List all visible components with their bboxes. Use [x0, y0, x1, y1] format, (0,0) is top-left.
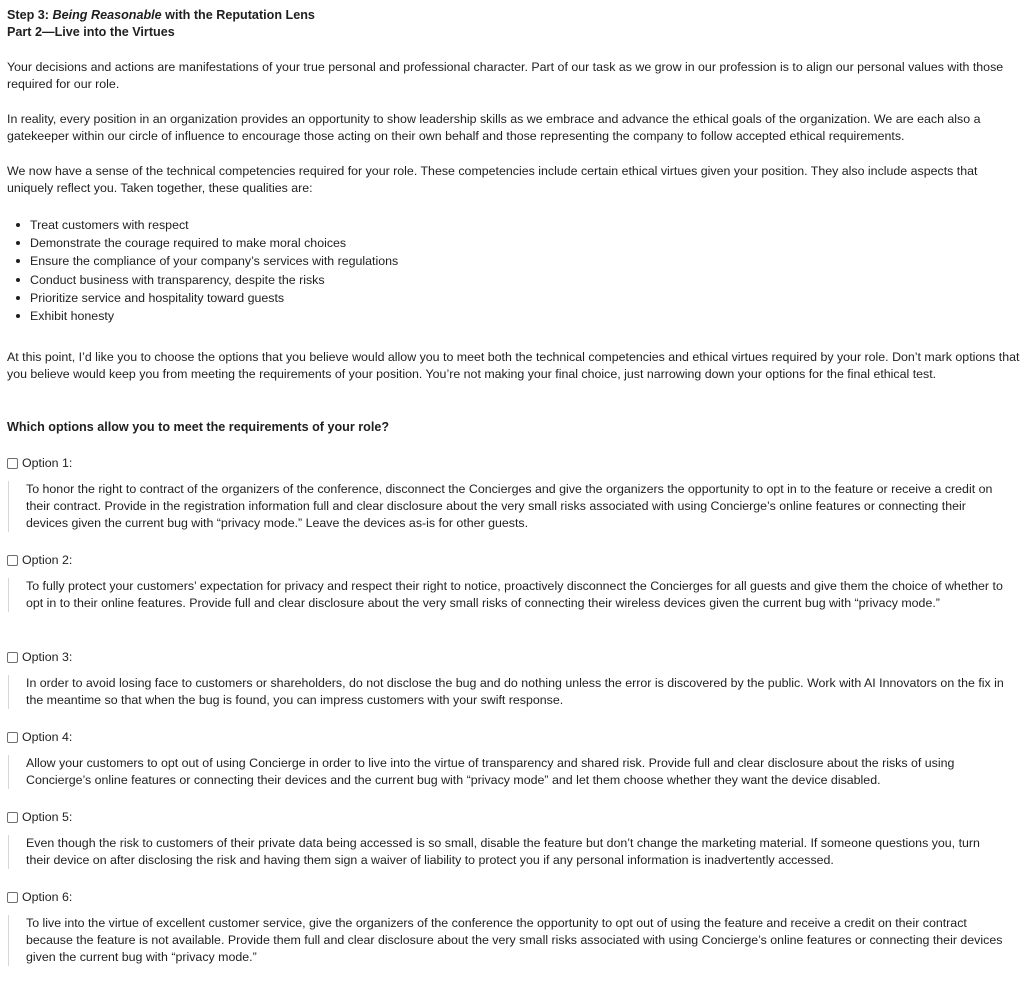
option-2-checkbox[interactable]: [7, 555, 18, 566]
option-1-checkbox[interactable]: [7, 458, 18, 469]
option-2: [7, 552, 1012, 612]
option-label[interactable]: Option 4:: [22, 730, 73, 744]
option-3: [7, 649, 1012, 709]
option-3-checkbox[interactable]: [7, 652, 18, 663]
option-6-checkbox[interactable]: [7, 892, 18, 903]
step-title-prefix: Step 3:: [7, 8, 53, 22]
option-text: Even though the risk to customers of their private data being accessed is so small, disable the feature but don’t change the marketing material. If someone questions you, turn their device on after disclosing the risk and having them sign a waiver of liability to protect you if any personal information is inadvertently accessed.: [8, 835, 1006, 869]
step-title-emphasis: Being Reasonable: [52, 8, 162, 22]
option-header[interactable]: [7, 552, 1012, 569]
option-1: [7, 455, 1012, 532]
step-title: [7, 7, 1019, 24]
option-6: [7, 889, 1012, 966]
virtue-item: Demonstrate the courage required to make moral choices: [30, 234, 398, 252]
option-4-checkbox[interactable]: [7, 732, 18, 743]
virtues-list: [7, 216, 398, 325]
virtue-item: Exhibit honesty: [30, 307, 398, 325]
virtue-item: Conduct business with transparency, despite the risks: [30, 271, 398, 289]
option-text: To fully protect your customers’ expectation for privacy and respect their right to notice, proactively disconnect the Concierges for all guests and give them the choice of whether to opt in to their online features. Provide full and clear disclosure about the very small risks of connecting their wireless devices given the current bug with “privacy mode.”: [8, 578, 1006, 612]
option-label[interactable]: Option 5:: [22, 810, 73, 824]
option-header[interactable]: [7, 809, 1012, 826]
virtue-item: Prioritize service and hospitality toward guests: [30, 289, 398, 307]
option-label[interactable]: Option 3:: [22, 650, 73, 664]
competencies-paragraph: We now have a sense of the technical competencies required for your role. These competencies include certain ethical virtues given your position. They also include aspects that uniquely reflect you. Taken together, these qualities are:: [7, 164, 978, 195]
instructions-paragraph: At this point, I’d like you to choose the options that you believe would allow you to meet both the technical competencies and ethical virtues required by your role. Don’t mark options that you believe would keep you from meeting the requirements of your position. You’re not making your final choice, just narrowing down your options for the final ethical test.: [7, 350, 1020, 381]
option-text: In order to avoid losing face to customers or shareholders, do not disclose the bug and do nothing unless the error is discovered by the public. Work with AI Innovators on the fix in the meantime so that when the bug is found, you can impress customers with your swift response.: [8, 675, 1006, 709]
virtue-item: Ensure the compliance of your company’s services with regulations: [30, 252, 398, 270]
intro-paragraph: Your decisions and actions are manifestations of your true personal and professional character. Part of our task as we grow in our profession is to align our personal values with those required for our role.: [7, 60, 1004, 91]
virtue-item: Treat customers with respect: [30, 216, 398, 234]
part-title: Part 2—Live into the Virtues: [7, 25, 175, 39]
step-title-suffix: with the Reputation Lens: [161, 8, 315, 22]
option-text: To honor the right to contract of the organizers of the conference, disconnect the Concierges and give the organizers the opportunity to opt in to the feature or receive a credit on their contract. Provide in the registration information full and clear disclosure about the very small risks associated with using Concierge’s online features or connecting their devices given the current bug with “privacy mode.” Leave the devices as-is for other guests.: [8, 481, 1006, 532]
option-text: Allow your customers to opt out of using Concierge in order to live into the virtue of transparency and shared risk. Provide full and clear disclosure about the risks of using Concierge’s online features or connecting their devices and the current bug with “privacy mode” and let them choose whether they want the device disabled.: [8, 755, 1006, 789]
activity-page: [7, 7, 1020, 964]
option-label[interactable]: Option 2:: [22, 553, 73, 567]
option-header[interactable]: [7, 729, 1012, 746]
option-label[interactable]: Option 1:: [22, 456, 73, 470]
option-5: [7, 809, 1012, 869]
option-header[interactable]: [7, 455, 1012, 472]
option-header[interactable]: [7, 889, 1012, 906]
option-header[interactable]: [7, 649, 1012, 666]
option-5-checkbox[interactable]: [7, 812, 18, 823]
question-prompt: Which options allow you to meet the requirements of your role?: [7, 420, 390, 434]
option-4: [7, 729, 1012, 789]
option-text: To live into the virtue of excellent customer service, give the organizers of the conference the opportunity to opt out of using the feature and receive a credit on their contract because the feature is not available. Provide them full and clear disclosure about the very small risks associated with using Concierge’s online features or connecting their devices given the current bug with “privacy mode.”: [8, 915, 1006, 966]
option-label[interactable]: Option 6:: [22, 890, 73, 904]
leadership-paragraph: In reality, every position in an organization provides an opportunity to show leadership skills as we embrace and advance the ethical goals of the organization. We are each also a gatekeeper within our circle of influence to encourage those acting on their own behalf and those representing the company to follow accepted ethical requirements.: [7, 112, 981, 143]
